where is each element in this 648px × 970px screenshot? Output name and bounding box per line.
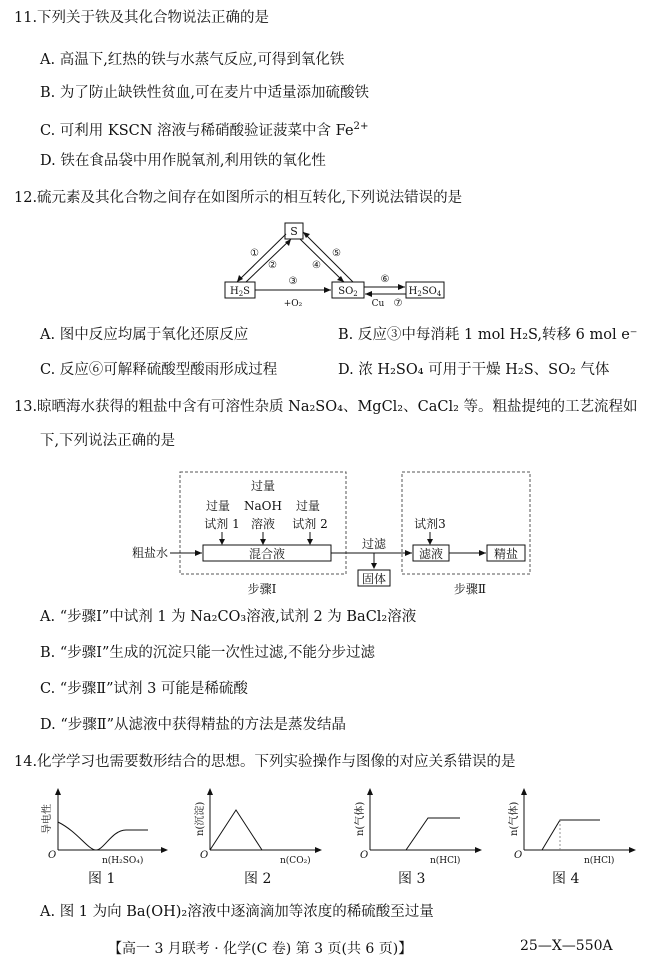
- page-footer: 【高一 3 月联考 · 化学(C 卷) 第 3 页(共 6 页)】: [108, 941, 413, 957]
- page-code: 25—X—550A: [520, 938, 613, 954]
- o2-label: +O₂: [283, 299, 303, 309]
- q12-option-c: C. 反应⑥可解释硫酸型酸雨形成过程: [40, 362, 278, 378]
- sulfur-conversion-diagram: [220, 220, 450, 310]
- q12-option-b: B. 反应③中每消耗 1 mol H₂S,转移 6 mol e⁻: [338, 327, 638, 343]
- reagent3-label: 试剂3: [414, 517, 446, 531]
- q14-stem: 14.化学学习也需要数形结合的思想。下列实验操作与图像的对应关系错误的是: [14, 754, 516, 770]
- label-h2s: $H_2S$: [229, 286, 251, 298]
- reagent-naoh-mid: NaOH: [244, 499, 282, 513]
- refined-salt-label: 精盐: [493, 547, 519, 561]
- graph4-ylabel: n(气体): [509, 801, 520, 836]
- cu-label: Cu: [371, 299, 385, 309]
- graph3-ylabel: n(气体): [355, 801, 366, 836]
- q12-option-d: D. 浓 H₂SO₄ 可用于干燥 H₂S、SO₂ 气体: [338, 362, 610, 378]
- mix-label: 混合液: [248, 547, 286, 561]
- reaction-1: ①: [250, 248, 259, 259]
- reagent2-top: 过量: [295, 499, 321, 513]
- label-s: S: [290, 225, 298, 238]
- graph1-ylabel: 导电性: [42, 804, 53, 834]
- graph2-caption: 图 2: [244, 871, 272, 887]
- reaction-7: ⑦: [393, 298, 403, 309]
- step1-label: 步骤Ⅰ: [247, 582, 277, 596]
- graph4-xlabel: n(HCl): [584, 856, 615, 866]
- label-so2: $SO_2$: [338, 286, 358, 298]
- graph-2: [188, 786, 328, 866]
- q13-stem: 13.晾晒海水获得的粗盐中含有可溶性杂质 Na₂SO₄、MgCl₂、CaCl₂ 等。粗盐提纯的工艺流程如: [14, 399, 638, 415]
- reagent1-bottom: 试剂 1: [204, 517, 240, 531]
- q13-option-a: A. “步骤Ⅰ”中试剂 1 为 Na₂CO₃溶液,试剂 2 为 BaCl₂溶液: [40, 609, 417, 625]
- q14-option-a: A. 图 1 为向 Ba(OH)₂溶液中逐滴滴加等浓度的稀硫酸至过量: [40, 904, 434, 920]
- graph-4: [502, 786, 642, 866]
- graph2-origin: O: [200, 850, 209, 861]
- q11-option-c-charge: 2+: [353, 121, 369, 132]
- q13-option-b: B. “步骤Ⅰ”生成的沉淀只能一次性过滤,不能分步过滤: [40, 645, 376, 661]
- q11-stem: 11.下列关于铁及其化合物说法正确的是: [14, 10, 270, 26]
- reagent1-top: 过量: [205, 499, 231, 513]
- q12-option-a: A. 图中反应均属于氧化还原反应: [40, 327, 249, 343]
- reaction-4: ④: [312, 260, 321, 271]
- graph3-origin: O: [360, 850, 369, 861]
- q11-option-b: B. 为了防止缺铁性贫血,可在麦片中适量添加硫酸铁: [40, 85, 369, 101]
- graph1-xlabel: n(H₂SO₄): [102, 856, 144, 866]
- reaction-2: ②: [268, 260, 277, 271]
- solid-label: 固体: [361, 572, 387, 586]
- q13-option-d: D. “步骤Ⅱ”从滤液中获得精盐的方法是蒸发结晶: [40, 717, 347, 733]
- q11-option-c: [40, 117, 368, 141]
- reaction-6: ⑥: [380, 274, 390, 285]
- reaction-5: ⑤: [332, 248, 341, 259]
- salt-purification-flowchart: [130, 468, 550, 600]
- q11-option-d: D. 铁在食品袋中用作脱氧剂,利用铁的氧化性: [40, 153, 326, 169]
- graph-1: [30, 786, 170, 866]
- reagent2-bottom: 试剂 2: [292, 517, 328, 531]
- graph3-xlabel: n(HCl): [430, 856, 461, 866]
- q13-stem-continued: 下,下列说法正确的是: [40, 433, 176, 449]
- step2-label: 步骤Ⅱ: [453, 582, 487, 596]
- q11-option-a: A. 高温下,红热的铁与水蒸气反应,可得到氧化铁: [40, 52, 345, 68]
- graph4-origin: O: [514, 850, 523, 861]
- graph1-caption: 图 1: [88, 871, 116, 887]
- graph2-ylabel: n(沉淀): [195, 801, 206, 836]
- q13-option-c: C. “步骤Ⅱ”试剂 3 可能是稀硫酸: [40, 681, 248, 697]
- q12-stem: 12.硫元素及其化合物之间存在如图所示的相互转化,下列说法错误的是: [14, 190, 463, 206]
- filtrate-label: 滤液: [418, 547, 444, 561]
- graph4-caption: 图 4: [552, 871, 580, 887]
- graph-3: [348, 786, 488, 866]
- label-h2so4: $H_2SO_4$: [408, 286, 442, 298]
- reaction-3: ③: [288, 276, 298, 287]
- graph3-caption: 图 3: [398, 871, 426, 887]
- reagent-naoh-bottom: 溶液: [250, 517, 276, 531]
- reagent-naoh-top: 过量: [250, 479, 276, 493]
- filter-label: 过滤: [361, 537, 387, 551]
- crude-brine-label: 粗盐水: [132, 546, 169, 560]
- q11-option-c-text: C. 可利用 KSCN 溶液与稀硝酸验证菠菜中含 Fe: [40, 122, 354, 139]
- graph1-origin: O: [48, 850, 57, 861]
- graph2-xlabel: n(CO₂): [280, 856, 311, 866]
